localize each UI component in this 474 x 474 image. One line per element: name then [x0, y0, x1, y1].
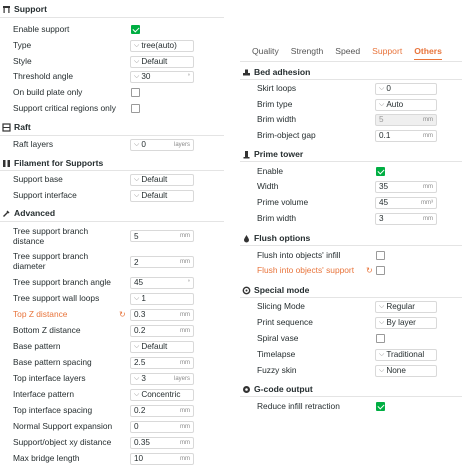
unit: layers [173, 375, 190, 382]
top-z-distance-value: 0.3 [134, 310, 146, 319]
divider [0, 221, 224, 222]
row-branch-distance [0, 226, 224, 246]
section-special-mode [242, 284, 309, 296]
prime-brim-width-input[interactable] [375, 213, 437, 225]
tab-speed[interactable]: Speed [335, 46, 361, 56]
spin-icon: ⌵ [134, 140, 140, 148]
branch-diameter-value: 2 [134, 257, 139, 267]
fuzzy-skin-label: Fuzzy skin [257, 364, 297, 375]
type-value: tree(auto) [141, 41, 177, 50]
section-title: Special mode [254, 285, 310, 295]
section-filament-supports [2, 157, 103, 169]
unit: mm [423, 132, 433, 139]
row-brim-gap [240, 129, 462, 142]
divider [240, 396, 462, 397]
section-title: Prime tower [254, 149, 304, 159]
support-interface-label: Support interface [13, 189, 77, 200]
chevron-down-icon: ⌵ [379, 100, 385, 108]
skirt-loops-label: Skirt loops [257, 82, 297, 93]
support-interface-dropdown[interactable] [130, 190, 194, 202]
normal-expansion-value: 0 [134, 422, 139, 431]
base-pattern-value: Default [141, 342, 168, 351]
prime-volume-input[interactable] [375, 197, 437, 209]
branch-diameter-input[interactable] [130, 256, 194, 268]
type-dropdown[interactable] [130, 40, 194, 52]
reset-icon[interactable]: ↻ [366, 266, 373, 275]
unit: mm [423, 215, 433, 222]
flush-support-label: Flush into objects' support [257, 264, 355, 275]
max-bridge-value: 10 [134, 454, 144, 463]
prime-volume-value: 45 [379, 198, 389, 207]
section-raft [2, 121, 31, 133]
chevron-down-icon: ⌵ [379, 366, 385, 374]
divider [240, 79, 462, 80]
skirt-loops-spinner[interactable] [375, 83, 437, 95]
skirt-loops-value: 0 [386, 84, 391, 93]
top-interface-spacing-input[interactable] [130, 405, 194, 417]
branch-distance-label [13, 227, 88, 246]
row-brim-type [240, 98, 462, 111]
row-reduce-retraction [240, 400, 462, 413]
row-print-sequence [240, 316, 462, 329]
row-brim-width [240, 113, 462, 126]
support-base-dropdown[interactable] [130, 174, 194, 186]
chevron-down-icon: ⌵ [379, 318, 385, 326]
tab-quality[interactable]: Quality [252, 46, 279, 56]
xy-distance-input[interactable] [130, 437, 194, 449]
section-title: G-code output [254, 384, 313, 394]
row-branch-diameter [0, 251, 224, 271]
divider [0, 170, 224, 171]
print-sequence-dropdown[interactable] [375, 317, 437, 329]
timelapse-dropdown[interactable] [375, 349, 437, 361]
wall-loops-value: 1 [141, 294, 146, 303]
bed-adhesion-icon [242, 68, 251, 77]
brim-type-dropdown[interactable] [375, 99, 437, 111]
interface-pattern-dropdown[interactable] [130, 389, 194, 401]
base-pattern-spacing-value: 2.5 [134, 358, 146, 367]
bottom-z-distance-input[interactable] [130, 325, 194, 337]
support-interface-value: Default [141, 191, 168, 200]
tab-support[interactable]: Support [372, 46, 403, 56]
top-z-distance-input[interactable] [130, 309, 194, 321]
divider [0, 135, 224, 136]
row-prime-enable [240, 165, 462, 178]
unit: mm [423, 183, 433, 190]
row-prime-width [240, 180, 462, 193]
branch-distance-input[interactable] [130, 230, 194, 242]
row-support-critical [0, 102, 224, 115]
top-interface-layers-label: Top interface layers [13, 372, 86, 383]
type-label: Type [13, 39, 32, 50]
branch-angle-value: 45 [134, 278, 144, 287]
fuzzy-skin-value: None [386, 366, 406, 375]
row-fuzzy-skin [240, 364, 462, 377]
label-line-1: Tree support branch [13, 251, 89, 261]
unit: mm [180, 407, 190, 414]
row-flush-support [240, 264, 462, 277]
spiral-vase-checkbox[interactable] [376, 334, 385, 343]
row-interface-pattern [0, 388, 224, 401]
row-type [0, 39, 224, 52]
flush-icon [242, 234, 251, 243]
support-base-label: Support base [13, 173, 63, 184]
tab-underline [240, 61, 462, 62]
unit: ° [187, 279, 190, 286]
max-bridge-input[interactable] [130, 453, 194, 465]
row-max-bridge [0, 452, 224, 465]
top-interface-spacing-label: Top interface spacing [13, 404, 93, 415]
chevron-down-icon: ⌵ [134, 342, 140, 350]
chevron-down-icon: ⌵ [134, 175, 140, 183]
threshold-angle-spinner[interactable] [130, 71, 194, 83]
row-base-pattern-spacing [0, 356, 224, 369]
row-top-interface-spacing [0, 404, 224, 417]
section-support [2, 3, 47, 15]
threshold-angle-value: 30 [141, 72, 151, 81]
on-build-plate-label: On build plate only [13, 86, 83, 97]
raft-layers-spinner[interactable] [130, 139, 194, 151]
unit: mm [423, 116, 433, 123]
chevron-down-icon: ⌵ [134, 57, 140, 65]
unit: mm [180, 359, 190, 366]
section-title: Support [14, 4, 47, 14]
brim-width-label: Brim width [257, 113, 297, 124]
unit: mm [180, 233, 190, 239]
chevron-down-icon: ⌵ [379, 350, 385, 358]
base-pattern-dropdown[interactable] [130, 341, 194, 353]
unit: mm [180, 439, 190, 446]
style-value: Default [141, 57, 168, 66]
top-z-distance-label: Top Z distance [13, 308, 68, 319]
prime-volume-label: Prime volume [257, 196, 309, 207]
divider [240, 161, 462, 162]
bottom-z-distance-value: 0.2 [134, 326, 146, 335]
tab-others[interactable]: Others [414, 46, 442, 60]
section-title: Raft [14, 122, 31, 132]
spin-icon: ⌵ [134, 374, 140, 382]
prime-tower-icon [242, 150, 251, 159]
row-raft-layers [0, 138, 224, 151]
special-mode-icon [242, 286, 251, 295]
base-pattern-spacing-input[interactable] [130, 357, 194, 369]
wall-loops-label: Tree support wall loops [13, 292, 100, 303]
brim-type-label: Brim type [257, 98, 293, 109]
style-dropdown[interactable] [130, 56, 194, 68]
enable-support-checkbox[interactable] [131, 25, 140, 34]
label-line-2: diameter [13, 260, 46, 271]
row-xy-distance [0, 436, 224, 449]
filament-section-icon [2, 159, 11, 168]
unit: mm [180, 327, 190, 334]
chevron-down-icon: ⌵ [134, 41, 140, 49]
spiral-vase-label: Spiral vase [257, 332, 299, 343]
support-critical-checkbox[interactable] [131, 104, 140, 113]
unit: mm [180, 259, 190, 265]
prime-brim-width-value: 3 [379, 214, 384, 223]
prime-width-label: Width [257, 180, 279, 191]
branch-angle-input[interactable] [130, 277, 194, 289]
branch-distance-value: 5 [134, 231, 139, 241]
prime-enable-checkbox[interactable] [376, 167, 385, 176]
support-critical-label: Support critical regions only [13, 102, 116, 113]
branch-angle-label: Tree support branch angle [13, 276, 111, 287]
section-title: Bed adhesion [254, 67, 311, 77]
settings-tabs [252, 46, 454, 60]
support-base-value: Default [141, 175, 168, 184]
slicing-mode-label: Slicing Mode [257, 300, 305, 311]
unit: mm³ [421, 199, 433, 206]
prime-brim-width-label: Brim width [257, 212, 297, 223]
timelapse-label: Timelapse [257, 348, 296, 359]
label-line-2: distance [13, 235, 45, 246]
support-settings-panel [0, 0, 224, 474]
xy-distance-label: Support/object xy distance [13, 436, 112, 447]
fuzzy-skin-dropdown[interactable] [375, 365, 437, 377]
section-title: Flush options [254, 233, 311, 243]
row-spiral-vase [240, 332, 462, 345]
gcode-icon [242, 385, 251, 394]
label-line-1: Tree support branch [13, 226, 89, 236]
base-pattern-label: Base pattern [13, 340, 61, 351]
chevron-down-icon: ⌵ [379, 302, 385, 310]
support-section-icon [2, 5, 11, 14]
brim-type-value: Auto [386, 100, 404, 109]
print-sequence-value: By layer [386, 318, 416, 327]
flush-infill-checkbox[interactable] [376, 251, 385, 260]
row-timelapse [240, 348, 462, 361]
row-support-interface [0, 189, 224, 202]
prime-width-input[interactable] [375, 181, 437, 193]
row-bottom-z-distance [0, 324, 224, 337]
row-flush-infill [240, 249, 462, 262]
row-base-pattern [0, 340, 224, 353]
branch-diameter-label [13, 252, 88, 271]
bottom-z-distance-label: Bottom Z distance [13, 324, 81, 335]
row-support-base [0, 173, 224, 186]
advanced-section-icon [2, 209, 11, 218]
brim-gap-input[interactable] [375, 130, 437, 142]
row-branch-angle [0, 276, 224, 289]
max-bridge-label: Max bridge length [13, 452, 80, 463]
on-build-plate-checkbox[interactable] [131, 88, 140, 97]
row-slicing-mode [240, 300, 462, 313]
normal-expansion-label: Normal Support expansion [13, 420, 113, 431]
unit: mm [180, 455, 190, 462]
brim-gap-value: 0.1 [379, 131, 391, 140]
section-title: Advanced [14, 208, 56, 218]
row-skirt-loops [240, 82, 462, 95]
section-prime-tower [242, 148, 303, 160]
timelapse-value: Traditional [386, 350, 425, 359]
others-settings-panel [240, 40, 462, 420]
normal-expansion-input[interactable] [130, 421, 194, 433]
base-pattern-spacing-label: Base pattern spacing [13, 356, 92, 367]
divider [240, 297, 462, 298]
raft-layers-value: 0 [141, 140, 146, 149]
chevron-down-icon: ⌵ [134, 191, 140, 199]
interface-pattern-value: Concentric [141, 390, 181, 399]
unit: mm [180, 311, 190, 318]
row-top-interface-layers [0, 372, 224, 385]
reset-icon[interactable]: ↻ [119, 310, 126, 319]
top-interface-layers-spinner[interactable] [130, 373, 194, 385]
slicing-mode-dropdown[interactable] [375, 301, 437, 313]
brim-width-input[interactable] [375, 114, 437, 126]
row-on-build-plate [0, 86, 224, 99]
spin-icon: ⌵ [134, 72, 140, 80]
divider [0, 17, 224, 18]
enable-support-label: Enable support [13, 23, 70, 34]
prime-width-value: 35 [379, 182, 389, 191]
top-interface-layers-value: 3 [141, 374, 146, 383]
xy-distance-value: 0.35 [134, 438, 150, 447]
top-interface-spacing-value: 0.2 [134, 406, 146, 415]
row-normal-expansion [0, 420, 224, 433]
brim-gap-label: Brim-object gap [257, 129, 316, 140]
wall-loops-spinner[interactable] [130, 293, 194, 305]
row-enable-support [0, 23, 224, 36]
row-threshold-angle [0, 70, 224, 83]
row-prime-brim-width [240, 212, 462, 225]
row-wall-loops [0, 292, 224, 305]
raft-layers-label: Raft layers [13, 138, 54, 149]
row-prime-volume [240, 196, 462, 209]
unit: layers [173, 141, 190, 148]
row-style [0, 55, 224, 68]
flush-support-checkbox[interactable] [376, 266, 385, 275]
reduce-retraction-label: Reduce infill retraction [257, 400, 340, 411]
section-gcode-output [242, 383, 313, 395]
section-bed-adhesion [242, 66, 310, 78]
section-flush-options [242, 232, 310, 244]
brim-width-value: 5 [379, 115, 384, 124]
spin-icon: ⌵ [379, 84, 385, 92]
row-top-z-distance [0, 308, 224, 321]
section-advanced [2, 207, 55, 219]
flush-infill-label: Flush into objects' infill [257, 249, 341, 260]
tab-strength[interactable]: Strength [290, 46, 324, 56]
section-title: Filament for Supports [14, 158, 104, 168]
reduce-retraction-checkbox[interactable] [376, 402, 385, 411]
chevron-down-icon: ⌵ [134, 390, 140, 398]
spin-icon: ⌵ [134, 294, 140, 302]
divider [240, 245, 462, 246]
interface-pattern-label: Interface pattern [13, 388, 74, 399]
threshold-angle-label: Threshold angle [13, 70, 74, 81]
unit: mm [180, 423, 190, 430]
unit: ° [187, 73, 190, 80]
style-label: Style [13, 55, 32, 66]
slicing-mode-value: Regular [386, 302, 415, 311]
print-sequence-label: Print sequence [257, 316, 313, 327]
raft-section-icon [2, 123, 11, 132]
prime-enable-label: Enable [257, 165, 284, 176]
